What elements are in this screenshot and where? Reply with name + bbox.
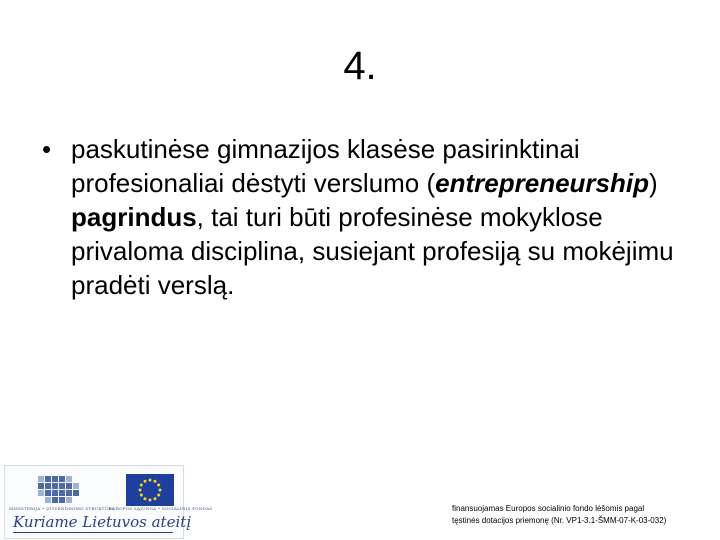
bullet-text [71, 132, 702, 302]
bullet-marker: • [42, 134, 52, 164]
bullet-item [42, 132, 702, 302]
funding-note [452, 503, 718, 527]
funding-line-1: finansuojamas Europos socialinio fondo lėšomis pagal [452, 504, 645, 513]
ministry-label: MINISTERIJA • ĮGYVENDINIMO STRUKTŪRA [9, 506, 115, 511]
fund-label: EUROPOS SĄJUNGA • SOCIALINIS FONDAS [109, 506, 213, 511]
bullet-text-part: , tai turi būti profesinėse mokyklose privaloma disciplina, susiejant profesiją su mokėjimu pradėti verslą. [71, 202, 674, 300]
eu-flag-icon [126, 474, 174, 506]
esf-mosaic-icon [35, 475, 83, 507]
italic-term: entrepreneurship [435, 168, 649, 198]
slide-title: 4. [343, 44, 377, 88]
esf-logo [4, 465, 213, 539]
funding-line-2: tęstinės dotacijos priemonę (Nr. VP1-3.1-ŠMM-07-K-03-032) [452, 516, 667, 525]
slogan-underline [13, 532, 173, 533]
bold-term: pagrindus [71, 202, 197, 232]
bullet-text-part: ) [648, 168, 658, 198]
bullet-text-part: paskutinėse gimnazijos klasėse pasirinktinai profesionaliai dėstyti verslumo ( [71, 134, 580, 198]
logo-slogan: Kuriame Lietuvos ateitį [13, 513, 192, 531]
